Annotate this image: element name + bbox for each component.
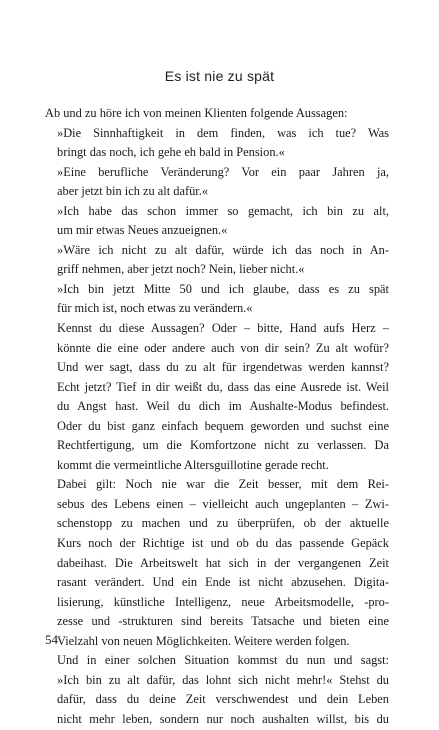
text-line: sebus des Lebens einen – vielleicht auch ungeplanten – Zwi- [57,496,389,511]
paragraph [45,651,389,729]
text-line: Und in einer solchen Situation kommst du nun und sagst: [57,653,389,668]
text-line: »Wäre ich nicht zu alt dafür, würde ich das noch in An- [57,242,389,257]
paragraph [45,202,389,241]
text-line: um mir etwas Neues anzueignen.« [57,223,228,238]
text-line: Ab und zu höre ich von meinen Klienten folgende Aussagen: [45,106,348,120]
text-line: Dabei gilt: Noch nie war die Zeit besser, mit dem Rei- [57,477,389,492]
text-line: Kurs noch der Richtige ist und ob du das passende Gepäck [57,536,389,551]
text-line: zesse und -strukturen sind bereits Tatsache und bieten eine [57,614,389,629]
text-line: »Eine berufliche Veränderung? Vor ein paar Jahren ja, [57,164,389,179]
text-line: rasant verändert. Und ein Ende ist nicht abzusehen. Digita- [57,575,389,590]
text-line: nicht mehr leben, sondern nur noch aushalten willst, bis du [57,711,389,726]
paragraph [45,163,389,202]
text-line: lisierung, künstliche Intelligenz, neue Arbeitsmodelle, -pro- [57,594,389,609]
text-line: Und wer sagt, dass du zu alt für irgendetwas werden kannst? [57,360,389,375]
paragraph [45,104,389,124]
text-line: aber jetzt bin ich zu alt dafür.« [57,184,209,199]
text-line: für mich ist, noch etwas zu verändern.« [57,301,253,316]
text-line: bringt das noch, ich gehe eh bald in Pension.« [57,145,285,160]
body-text [45,104,389,730]
text-line: »Ich bin zu alt dafür, das lohnt sich nicht mehr!« Stehst du [57,672,389,687]
page-number: 54 [45,632,58,647]
text-line: Oder du bist ganz einfach bequem geworden und suchst eine [57,418,389,433]
text-line: »Die Sinnhaftigkeit in dem finden, was ich tue? Was [57,125,389,140]
paragraph [45,280,389,319]
text-line: du Angst hast. Weil du dich im Aushalte-Modus befindest. [57,399,389,414]
paragraph [45,124,389,163]
text-line: könnte die eine oder andere auch von dir sein? Zu alt wofür? [57,340,389,355]
text-line: kommt die vermeintliche Altersguillotine gerade recht. [57,457,329,472]
text-line: »Ich habe das schon immer so gemacht, ich bin zu alt, [57,203,389,218]
text-line: dabeihast. Die Arbeitswelt hat sich in der vergangenen Zeit [57,555,389,570]
text-line: schenstopp zu machen und zu überprüfen, ob der aktuelle [57,516,389,531]
text-line: Kennst du diese Aussagen? Oder – bitte, Hand aufs Herz – [57,321,389,336]
running-header: Es ist nie zu spät [164,68,275,84]
paragraph [45,475,389,651]
text-line: Echt jetzt? Tief in dir weißt du, dass das eine Ausrede ist. Weil [57,379,389,394]
paragraph [45,241,389,280]
paragraph [45,319,389,475]
text-line: Vielzahl von neuen Möglichkeiten. Weitere werden folgen. [57,633,350,648]
text-line: Rechtfertigung, um die Komfortzone nicht zu verlassen. Da [57,438,389,453]
text-line: »Ich bin jetzt Mitte 50 und ich glaube, dass es zu spät [57,281,389,296]
text-line: griff nehmen, aber jetzt noch? Nein, lieber nicht.« [57,262,305,277]
text-line: dafür, dass du deine Zeit verschwendest und dein Leben [57,692,389,707]
